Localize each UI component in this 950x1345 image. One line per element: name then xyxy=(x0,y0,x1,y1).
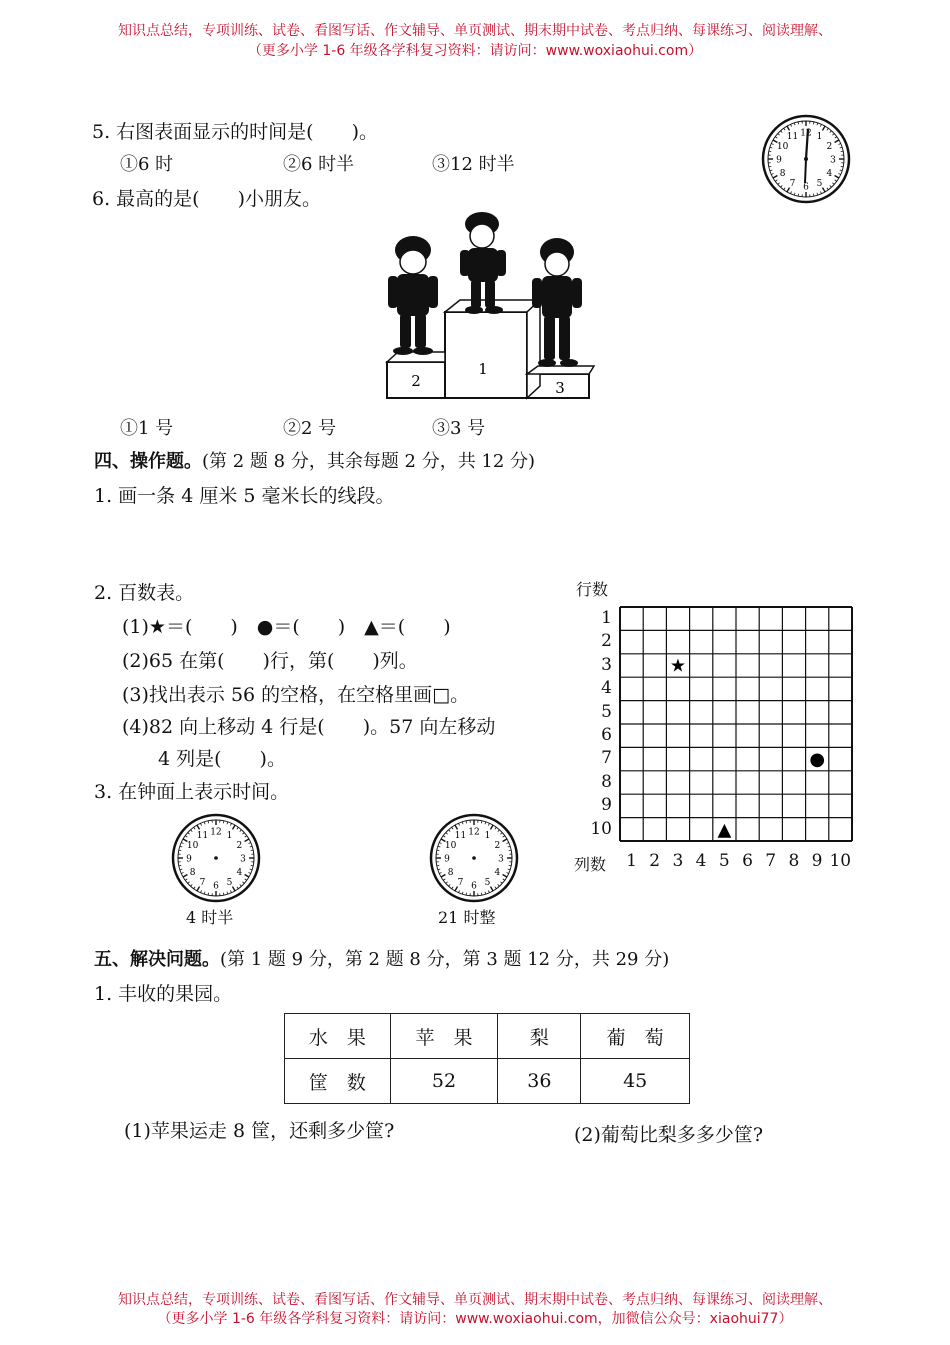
podium-label-2: 2 xyxy=(411,372,421,390)
sec4-q2-part4b: 4 列是( )。 xyxy=(158,748,286,770)
grid-row-number: 9 xyxy=(601,795,612,816)
grid-col-number: 3 xyxy=(672,851,684,871)
sec4-q1: 1. 画一条 4 厘米 5 毫米长的线段。 xyxy=(94,485,395,507)
clock-number: 1 xyxy=(226,831,233,842)
q5-option-3: ③12 时半 xyxy=(432,154,515,175)
clock-number: 12 xyxy=(800,128,812,139)
clock-number: 7 xyxy=(457,877,464,888)
clock-number: 5 xyxy=(226,877,233,888)
footer-banner-line1: 知识点总结，专项训练、试卷、看图写话、作文辅导、单页测试、期末期中试卷、考点归纳、每课练习、阅读理解、 xyxy=(118,1292,832,1308)
q5-text: 5. 右图表面显示的时间是( )。 xyxy=(92,121,378,143)
sec5-q1: 1. 丰收的果园。 xyxy=(94,983,233,1005)
fruit-header-cell: 梨 xyxy=(498,1014,581,1059)
clock-number: 8 xyxy=(447,868,454,878)
clock-number: 11 xyxy=(454,831,467,842)
fruit-header-cell: 苹 果 xyxy=(390,1014,498,1059)
fruit-data-cell: 筐 数 xyxy=(285,1059,391,1104)
clock-number: 2 xyxy=(826,142,833,152)
q5-option-2: ②6 时半 xyxy=(283,154,355,175)
fruit-table-data-row xyxy=(285,1059,690,1104)
grid-col-number: 5 xyxy=(718,851,730,871)
grid-row-number: 7 xyxy=(601,748,612,769)
section-5-heading xyxy=(94,945,669,971)
grid-row-number: 3 xyxy=(601,654,612,675)
clock-number: 12 xyxy=(468,827,480,838)
clock-number: 6 xyxy=(471,881,477,892)
clock-number: 3 xyxy=(240,854,246,865)
sec4-q2: 2. 百数表。 xyxy=(94,582,195,604)
grid-col-title: 列数 xyxy=(574,855,607,874)
sec4-q2-part3: (3)找出表示 56 的空格，在空格里画□。 xyxy=(122,684,470,706)
clock-number: 9 xyxy=(776,155,782,166)
clock-number: 1 xyxy=(484,831,491,842)
section-4-heading xyxy=(94,447,535,473)
clock-number: 4 xyxy=(494,868,501,878)
q5-clock xyxy=(760,113,852,205)
clock-number: 8 xyxy=(189,868,196,878)
clock-number: 10 xyxy=(444,841,457,851)
grid-col-number: 6 xyxy=(742,851,753,871)
clock-number: 2 xyxy=(236,841,243,851)
section-5-title: 五、解决问题。 xyxy=(94,949,220,970)
sec5-q1-sub1: (1)苹果运走 8 筐，还剩多少筐? xyxy=(124,1120,395,1142)
clock-number: 6 xyxy=(213,881,219,892)
clock-number: 5 xyxy=(484,877,491,888)
footer-banner-line2: （更多小学 1-6 年级各学科复习资料：请访问：www.woxiaohui.com，加微信公众号：xiaohui77） xyxy=(157,1311,793,1327)
blank-clock-1 xyxy=(170,812,262,904)
fruit-header-cell: 水 果 xyxy=(285,1014,391,1059)
clock-number: 3 xyxy=(498,854,504,865)
sec4-q2-part2: (2)65 在第( )行，第( )列。 xyxy=(122,650,418,672)
sec4-q2-part4a: (4)82 向上移动 4 行是( )。57 向左移动 xyxy=(122,716,496,738)
sec4-q3: 3. 在钟面上表示时间。 xyxy=(94,781,290,803)
grid-col-number: 10 xyxy=(829,851,852,871)
clock-number: 10 xyxy=(776,142,789,152)
clock-number: 7 xyxy=(789,178,796,189)
clock-number: 12 xyxy=(210,827,222,838)
q5-option-1: ①6 时 xyxy=(120,154,174,175)
clock-number: 1 xyxy=(816,132,823,143)
clock-number: 5 xyxy=(816,178,823,189)
clock-number: 11 xyxy=(786,132,799,143)
grid-row-number: 2 xyxy=(601,631,612,652)
fruit-header-cell: 葡 萄 xyxy=(581,1014,690,1059)
fruit-table-header-row xyxy=(285,1014,690,1059)
grid-col-number: 8 xyxy=(788,851,800,871)
clock-number: 10 xyxy=(186,841,199,851)
fruit-data-cell: 52 xyxy=(390,1059,498,1104)
grid-col-number: 1 xyxy=(626,851,637,871)
section-5-note: (第 1 题 9 分，第 2 题 8 分，第 3 题 12 分，共 29 分) xyxy=(220,949,670,970)
grid-col-number: 2 xyxy=(649,851,661,871)
grid-row-number: 8 xyxy=(601,771,612,792)
clock-number: 7 xyxy=(199,877,206,888)
clock-number: 9 xyxy=(444,854,450,865)
fruit-data-cell: 36 xyxy=(498,1059,581,1104)
clock-number: 6 xyxy=(803,182,809,193)
q6-option-2: ②2 号 xyxy=(283,418,337,439)
grid-lines xyxy=(618,605,854,843)
clock-number: 4 xyxy=(826,169,833,179)
clock-label-1: 4 时半 xyxy=(186,908,234,927)
header-banner-line2: （更多小学 1-6 年级各学科复习资料：请访问：www.woxiaohui.com） xyxy=(247,43,703,59)
blank-clock-2 xyxy=(428,812,520,904)
grid-row-title: 行数 xyxy=(576,580,609,599)
clock-number: 2 xyxy=(494,841,501,851)
podium-label-1: 1 xyxy=(478,360,488,378)
sec4-q2-part1: (1)★＝( ) ●＝( ) ▲＝( ) xyxy=(122,616,451,638)
grid-row-number: 10 xyxy=(590,818,612,839)
clock-number: 8 xyxy=(779,169,786,179)
grid-mark: ▲ xyxy=(717,819,732,841)
clock-number: 4 xyxy=(236,868,243,878)
fruit-table xyxy=(284,1013,690,1104)
grid-row-number: 5 xyxy=(601,701,612,722)
section-4-note: (第 2 题 8 分，其余每题 2 分，共 12 分) xyxy=(202,451,536,472)
fruit-data-cell: 45 xyxy=(581,1059,690,1104)
clock-label-2: 21 时整 xyxy=(438,908,496,927)
q6-option-3: ③3 号 xyxy=(432,418,486,439)
grid-col-number: 7 xyxy=(765,851,777,871)
grid-col-number: 9 xyxy=(811,851,823,871)
sec5-q1-sub2: (2)葡萄比梨多多少筐? xyxy=(574,1124,764,1146)
q6-option-1: ①1 号 xyxy=(120,418,174,439)
grid-row-number: 4 xyxy=(601,678,612,699)
clock-number: 9 xyxy=(186,854,192,865)
clock-number: 11 xyxy=(196,831,209,842)
header-banner-line1: 知识点总结，专项训练、试卷、看图写话、作文辅导、单页测试、期末期中试卷、考点归纳、每课练习、阅读理解、 xyxy=(118,23,832,39)
q6-text: 6. 最高的是( )小朋友。 xyxy=(92,188,321,210)
grid-col-number: 4 xyxy=(695,851,707,871)
grid-mark: ● xyxy=(809,749,826,771)
section-4-title: 四、操作题。 xyxy=(94,451,202,472)
podium-illustration xyxy=(380,210,600,402)
grid-row-number: 1 xyxy=(601,608,612,628)
podium-label-3: 3 xyxy=(555,379,565,397)
grid-mark: ★ xyxy=(669,655,687,677)
grid-row-number: 6 xyxy=(601,725,612,745)
clock-number: 3 xyxy=(830,155,836,166)
